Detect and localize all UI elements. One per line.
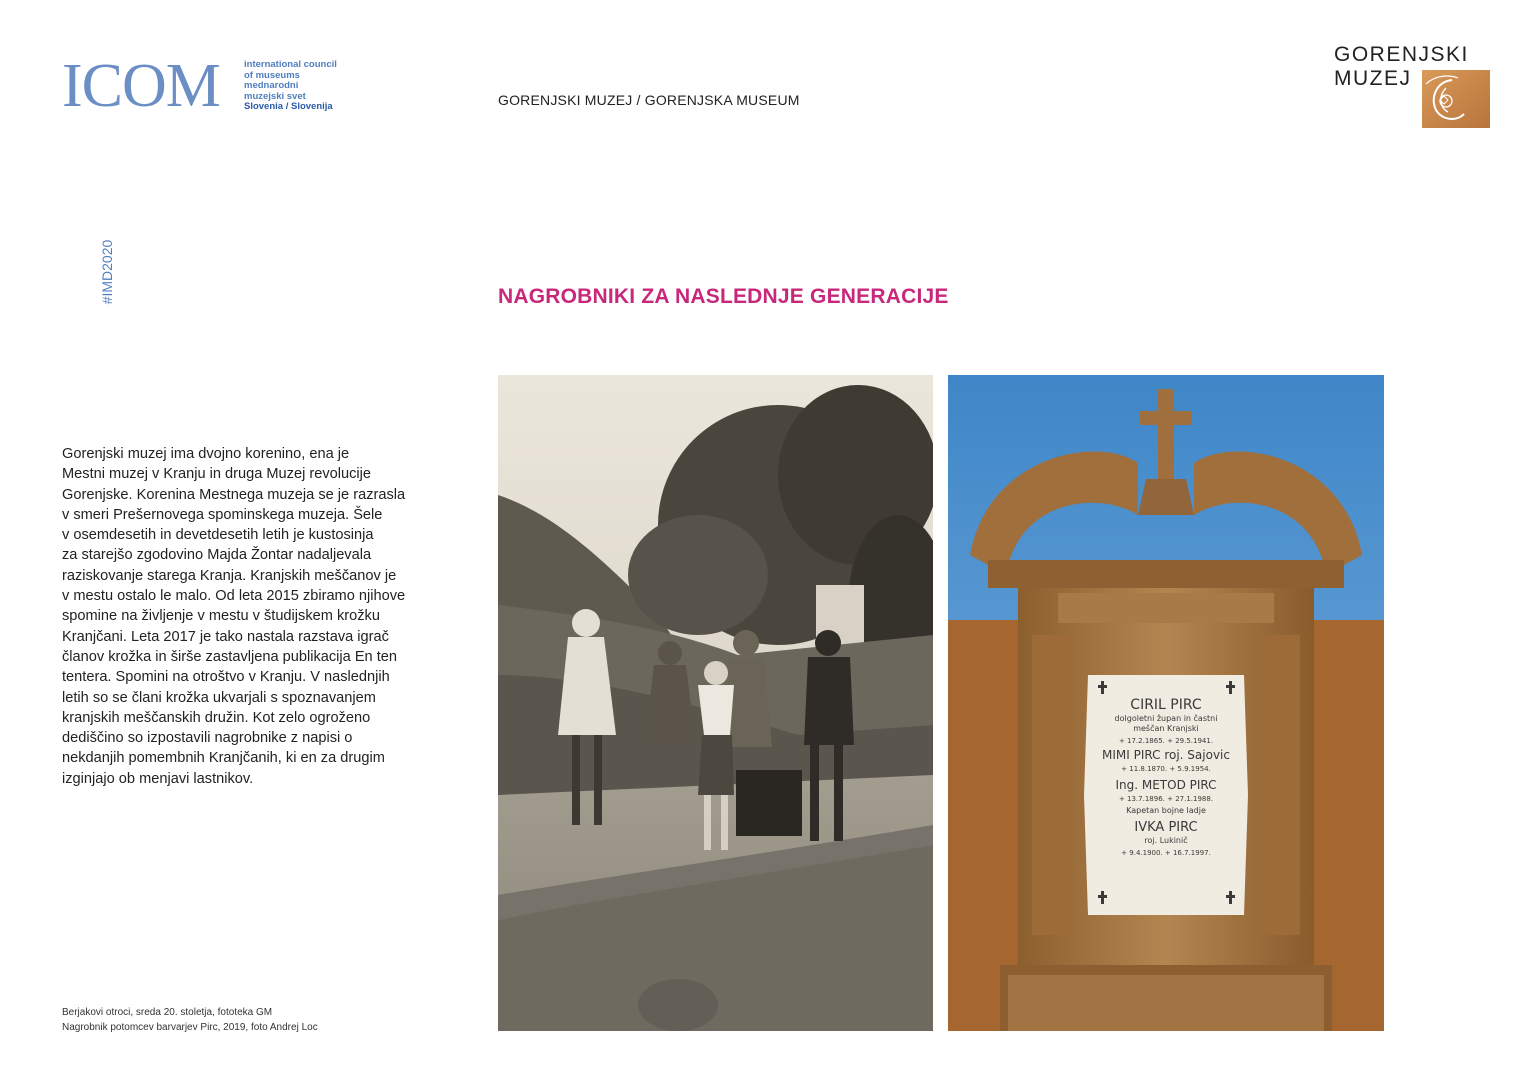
plaque-line: IVKA PIRC <box>1134 820 1198 835</box>
body-line: raziskovanje starega Kranja. Kranjskih meščanov je <box>62 567 397 584</box>
icom-tagline-line: Slovenia / Slovenija <box>244 101 333 112</box>
body-line: Gorenjske. Korenina Mestnega muzeja se je razrasla <box>62 486 406 503</box>
plaque-line: dolgoletni župan in častni <box>1114 714 1218 723</box>
icom-logo-word: ICOM <box>62 52 220 120</box>
plaque-line: + 11.8.1870. + 5.9.1954. <box>1121 765 1211 773</box>
plaque-line: MIMI PIRC roj. Sajovic <box>1102 748 1230 762</box>
plaque-line: + 9.4.1900. + 16.7.1997. <box>1121 849 1211 857</box>
body-line: izginjajo ob menjavi lastnikov. <box>62 770 254 787</box>
body-text <box>62 444 442 789</box>
plaque-line: Ing. METOD PIRC <box>1115 778 1217 792</box>
body-line: tentera. Spomini na otroštvo v Kranju. V naslednjih <box>62 669 390 686</box>
plaque-line: + 13.7.1896. + 27.1.1988. <box>1118 795 1214 803</box>
icom-tagline-line: international council <box>244 59 337 70</box>
icom-logo <box>62 52 352 120</box>
gm-logo-line1: GORENJSKI <box>1334 43 1469 66</box>
photo-gravestone-pirc <box>948 375 1384 1031</box>
body-line: dediščino so izpostavili nagrobnike z napisi o <box>62 730 353 747</box>
icom-logo-tagline <box>244 60 337 113</box>
body-line: Mestni muzej v Kranju in druga Muzej revolucije <box>62 466 372 483</box>
body-line: v smeri Prešernovega spominskega muzeja. Šele <box>62 506 383 523</box>
caption-line: Nagrobnik potomcev barvarjev Pirc, 2019, foto Andrej Loc <box>62 1022 318 1033</box>
gorenjski-muzej-logo <box>1330 42 1495 132</box>
photo-children-playing <box>498 375 933 1031</box>
icom-tagline-line: muzejski svet <box>244 90 306 102</box>
icom-tagline-line: of museums <box>244 69 300 81</box>
plaque-line: CIRIL PIRC <box>1130 697 1202 713</box>
body-line: v osemdesetih in devetdesetih letih je kustosinja <box>62 527 374 544</box>
caption-line: Berjakovi otroci, sreda 20. stoletja, fototeka GM <box>62 1007 273 1018</box>
icom-tagline-line: mednarodni <box>244 80 299 91</box>
plaque-line: Kapetan bojne ladje <box>1126 806 1206 815</box>
body-line: v mestu ostalo le malo. Od leta 2015 zbiramo njihove <box>62 588 406 605</box>
photo-captions <box>62 1005 318 1035</box>
page-title: NAGROBNIKI ZA NASLEDNJE GENERACIJE <box>498 285 949 308</box>
hashtag-vertical <box>99 236 115 308</box>
body-line: nekdanjih pomembnih Kranjčanih, ki en za drugim <box>62 750 385 767</box>
gm-emblem-icon <box>1422 70 1490 128</box>
header-title: GORENJSKI MUZEJ / GORENJSKA MUSEUM <box>498 92 800 108</box>
body-line: Gorenjski muzej ima dvojno korenino, ena je <box>62 446 350 462</box>
plaque-line: roj. Lukinič <box>1144 836 1188 845</box>
plaque-line: meščan Kranjski <box>1133 724 1199 733</box>
gm-logo-line2: MUZEJ <box>1334 67 1412 90</box>
body-line: članov krožka in širše zastavljena publikacija En ten <box>62 648 398 665</box>
body-line: letih so se člani krožka ukvarjali s spoznavanjem <box>62 689 376 706</box>
body-line: za starejšo zgodovino Majda Žontar nadaljevala <box>62 547 372 564</box>
body-line: kranjskih meščanskih družin. Kot zelo ogroženo <box>62 709 371 726</box>
hashtag-text: #IMD2020 <box>99 239 115 305</box>
plaque-line: + 17.2.1865. + 29.5.1941. <box>1118 737 1214 745</box>
body-line: spomine na življenje v mestu v študijskem krožku <box>62 608 380 625</box>
body-line: Kranjčani. Leta 2017 je tako nastala razstava igrač <box>62 628 389 645</box>
